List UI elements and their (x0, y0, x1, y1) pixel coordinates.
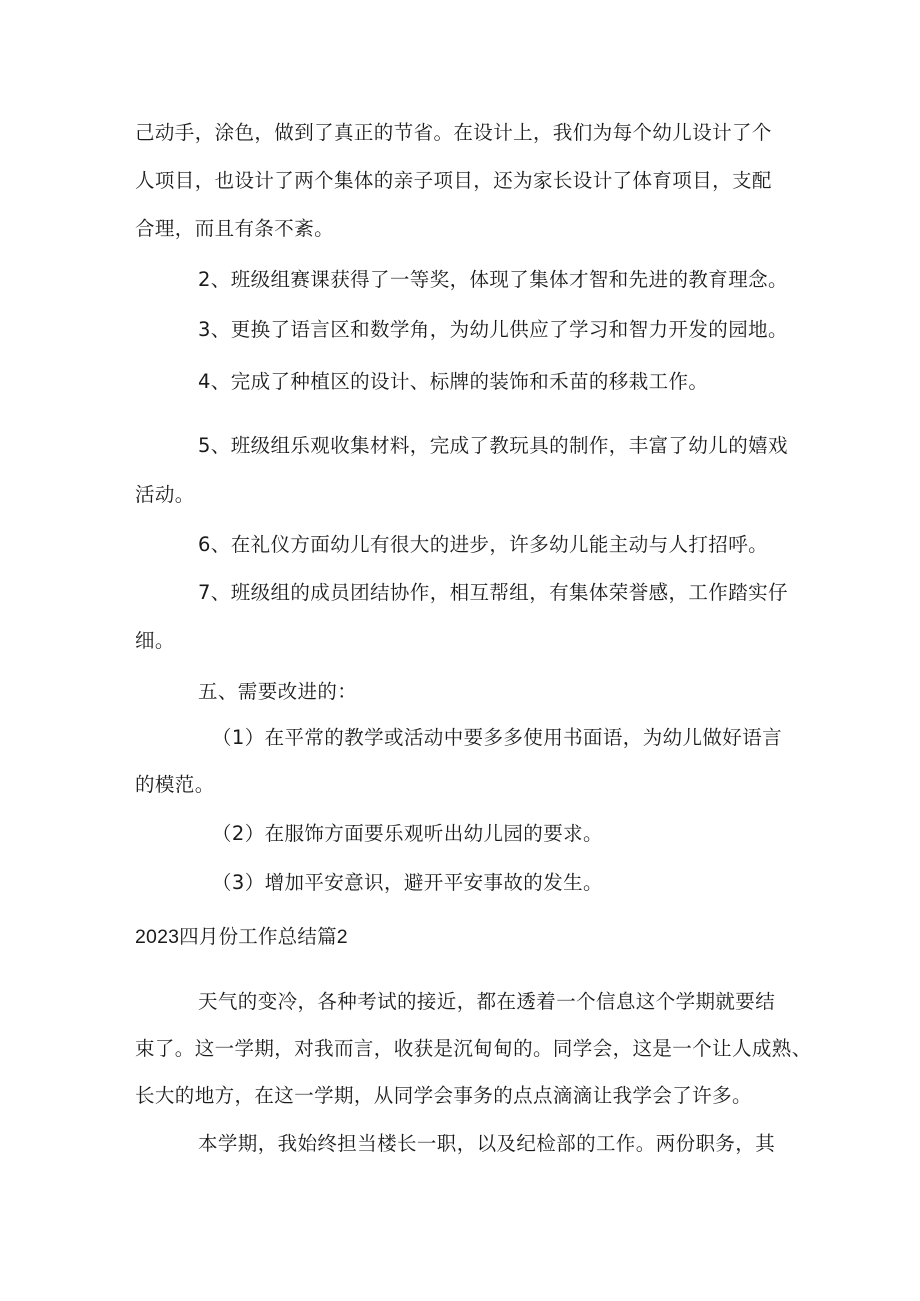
achievement-item-4: 4、完成了种植区的设计、标牌的装饰和禾苗的移栽工作。 (198, 370, 709, 393)
achievement-item-7-continued: 细。 (135, 629, 175, 652)
paragraph-line: 本学期，我始终担当楼长一职，以及纪检部的工作。两份职务，其 (198, 1132, 776, 1155)
achievement-item-2: 2、班级组赛课获得了一等奖，体现了集体才智和先进的教育理念。 (198, 268, 788, 291)
improvement-item-3: （3）增加平安意识，避开平安事故的发生。 (212, 871, 603, 894)
achievement-item-5: 5、班级组乐观收集材料，完成了教玩具的制作，丰富了幼儿的嬉戏 (198, 434, 788, 457)
achievement-item-5-continued: 活动。 (135, 483, 195, 506)
improvement-item-1-continued: 的模范。 (135, 773, 215, 796)
section-title: 2023四月份工作总结篇2 (135, 926, 348, 948)
paragraph-line: 合理，而且有条不紊。 (135, 217, 335, 240)
paragraph-line: 己动手，涂色，做到了真正的节省。在设计上，我们为每个幼儿设计了个 (135, 121, 772, 144)
achievement-item-7: 7、班级组的成员团结协作，相互帮组，有集体荣誉感，工作踏实仔 (198, 581, 788, 604)
improvement-item-2: （2）在服饰方面要乐观听出幼儿园的要求。 (212, 822, 603, 845)
improvement-item-1: （1）在平常的教学或活动中要多多使用书面语，为幼儿做好语言 (212, 726, 783, 749)
achievement-item-3: 3、更换了语言区和数学角，为幼儿供应了学习和智力开发的园地。 (198, 318, 788, 341)
paragraph-line: 人项目，也设计了两个集体的亲子项目，还为家长设计了体育项目，支配 (135, 169, 772, 192)
paragraph-line: 长大的地方，在这一学期，从同学会事务的点点滴滴让我学会了许多。 (135, 1084, 752, 1107)
paragraph-line: 天气的变冷，各种考试的接近，都在透着一个信息这个学期就要结 (198, 990, 776, 1013)
achievement-item-6: 6、在礼仪方面幼儿有很大的进步，许多幼儿能主动与人打招呼。 (198, 533, 769, 556)
improvements-heading: 五、需要改进的： (198, 680, 358, 703)
paragraph-line: 束了。这一学期，对我而言，收获是沉甸甸的。同学会，这是一个让人成熟、 (135, 1037, 812, 1060)
